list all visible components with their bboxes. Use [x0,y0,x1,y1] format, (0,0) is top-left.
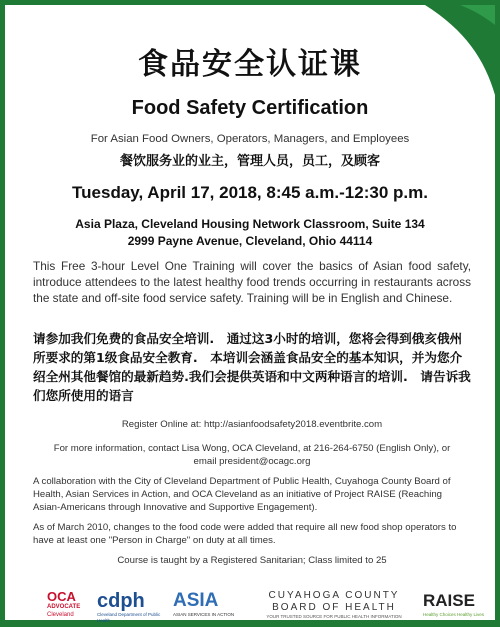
asia-mark: ASIA [173,590,219,611]
description-chinese: 请参加我们免费的食品安全培训. 通过这3小时的培训，您将会得到俄亥俄州所要求的第1级食品安全教育. 本培训会涵盖食品安全的基本知识，并为您介绍全州其他餐馆的最新趋势.我们会提供英语和中文两种语言的培训. 请告诉我们您所使用的语言 [33,331,471,403]
raise-caption: Healthy Choices Healthy Lives [423,612,485,617]
contact-line-1: For more information, contact Lisa Wong, OCA Cleveland, at 216-264-6750 (English Only), or [53,443,451,454]
register-online[interactable]: Register Online at: http://asianfoodsafety2018.eventbrite.com [121,419,383,430]
venue-line-1: Asia Plaza, Cleveland Housing Network Classroom, Suite 134 [75,217,425,231]
description-english: This Free 3-hour Level One Training will cover the basics of Asian food safety, introduce attendees to the latest healthy food trends occurring in restaurants across the state and off-site food service safety. Training will be in English and Chinese. [33,259,471,305]
collaboration-note: A collaboration with the City of Cleveland Department of Public Health, Cuyahoga County Board of Health, Asian Services in Action, and OCA Cleveland as an initiative of Project RAISE (Reaching Asian-Americans through Innovative and Supportive Engagement). [33,476,451,513]
food-code-note: As of March 2010, changes to the food code were added that require all new food shop operators to have at least one "Person in Charge" on duty at all times. [33,522,457,546]
asia-caption: ASIAN SERVICES IN ACTION [173,612,235,617]
course-note: Course is taught by a Registered Sanitarian; Class limited to 25 [117,555,387,566]
title-chinese: 食品安全认证课 [138,47,362,82]
raise-logo [423,590,485,622]
audience-chinese: 餐饮服务业的业主，管理人员，员工，及顾客 [119,154,380,169]
title-english: Food Safety Certification [131,97,369,119]
contact-email[interactable]: email president@ocagc.org [193,456,311,467]
cdph-caption: Cleveland Department of Public Health [97,612,161,623]
ccbh-logo [249,590,419,622]
oca-advocate: ADVOCATE [47,604,81,610]
oca-cleveland: Cleveland [47,612,74,618]
venue-address [5,216,495,250]
ccbh-line-1: CUYAHOGA COUNTY [268,590,400,601]
event-date-time: Tuesday, April 17, 2018, 8:45 a.m.-12:30 p.m. [72,183,428,202]
oca-logo [47,590,95,622]
cdph-logo [97,590,169,622]
contact-info [33,442,471,468]
cdph-mark: cdph [97,590,145,612]
flyer-page [5,5,495,620]
partner-logos [5,590,495,622]
raise-mark: RAISE [423,591,475,610]
audience-english: For Asian Food Owners, Operators, Managers, and Employees [90,133,410,145]
ccbh-caption: YOUR TRUSTED SOURCE FOR PUBLIC HEALTH INFORMATION [266,614,402,619]
asia-logo [173,590,241,622]
venue-line-2: 2999 Payne Avenue, Cleveland, Ohio 44114 [127,234,373,248]
oca-mark: OCA [47,589,76,604]
ccbh-line-2: BOARD OF HEALTH [272,602,396,613]
